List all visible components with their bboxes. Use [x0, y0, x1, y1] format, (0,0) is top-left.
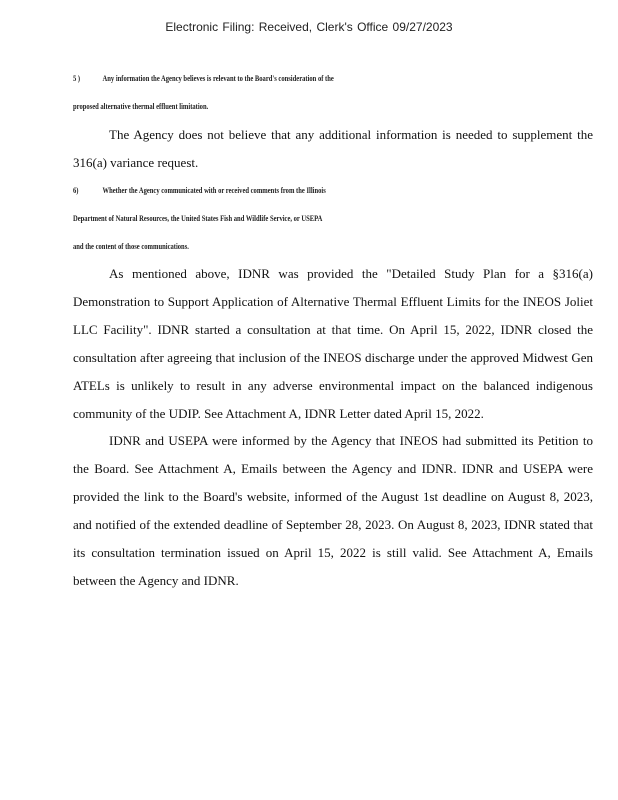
question-6-number: 6) [73, 186, 79, 195]
question-6-line-2: Department of Natural Resources, the United States Fish and Wildlife Service, or USEPA [73, 214, 323, 223]
electronic-filing-header: Electronic Filing: Received, Clerk's Office 09/27/2023 [165, 20, 453, 34]
question-5-line-2: proposed alternative thermal effluent limitation. [73, 102, 209, 111]
answer-6-paragraph-1: As mentioned above, IDNR was provided the "Detailed Study Plan for a §316(a) Demonstration to Support Application of Alternative Thermal Effluent Limits for the INEOS Joliet LLC Facility". IDNR started a consultation at that time. On April 15, 2022, IDNR closed the consultation after agreeing that inclusion of the INEOS discharge under the approved Midwest Gen ATELs is unlikely to result in any adverse environmental impact on the balanced indigenous community of the UDIP. See Attachment A, IDNR Letter dated April 15, 2022. [73, 266, 593, 421]
answer-5-paragraph: The Agency does not believe that any additional information is needed to supplement the 316(a) variance request. [73, 127, 593, 170]
question-6-line-1 [73, 186, 499, 196]
answer-6-paragraph-2: IDNR and USEPA were informed by the Agency that INEOS had submitted its Petition to the Board. See Attachment A, Emails between the Agency and IDNR. IDNR and USEPA were provided the link to the Board's website, informed of the August 1st deadline on August 8, 2023, and notified of the extended deadline of September 28, 2023. On August 8, 2023, IDNR stated that its consultation termination issued on April 15, 2022 is still valid. See Attachment A, Emails between the Agency and IDNR. [73, 433, 593, 588]
question-5-number: 5 ) [73, 74, 81, 83]
question-5-line-1 [73, 74, 499, 84]
question-6-text-1: Whether the Agency communicated with or received comments from the Illinois [102, 186, 326, 195]
question-6-line-3: and the content of those communications. [73, 242, 189, 251]
question-5-text-1: Any information the Agency believes is relevant to the Board's consideration of the [102, 74, 334, 83]
